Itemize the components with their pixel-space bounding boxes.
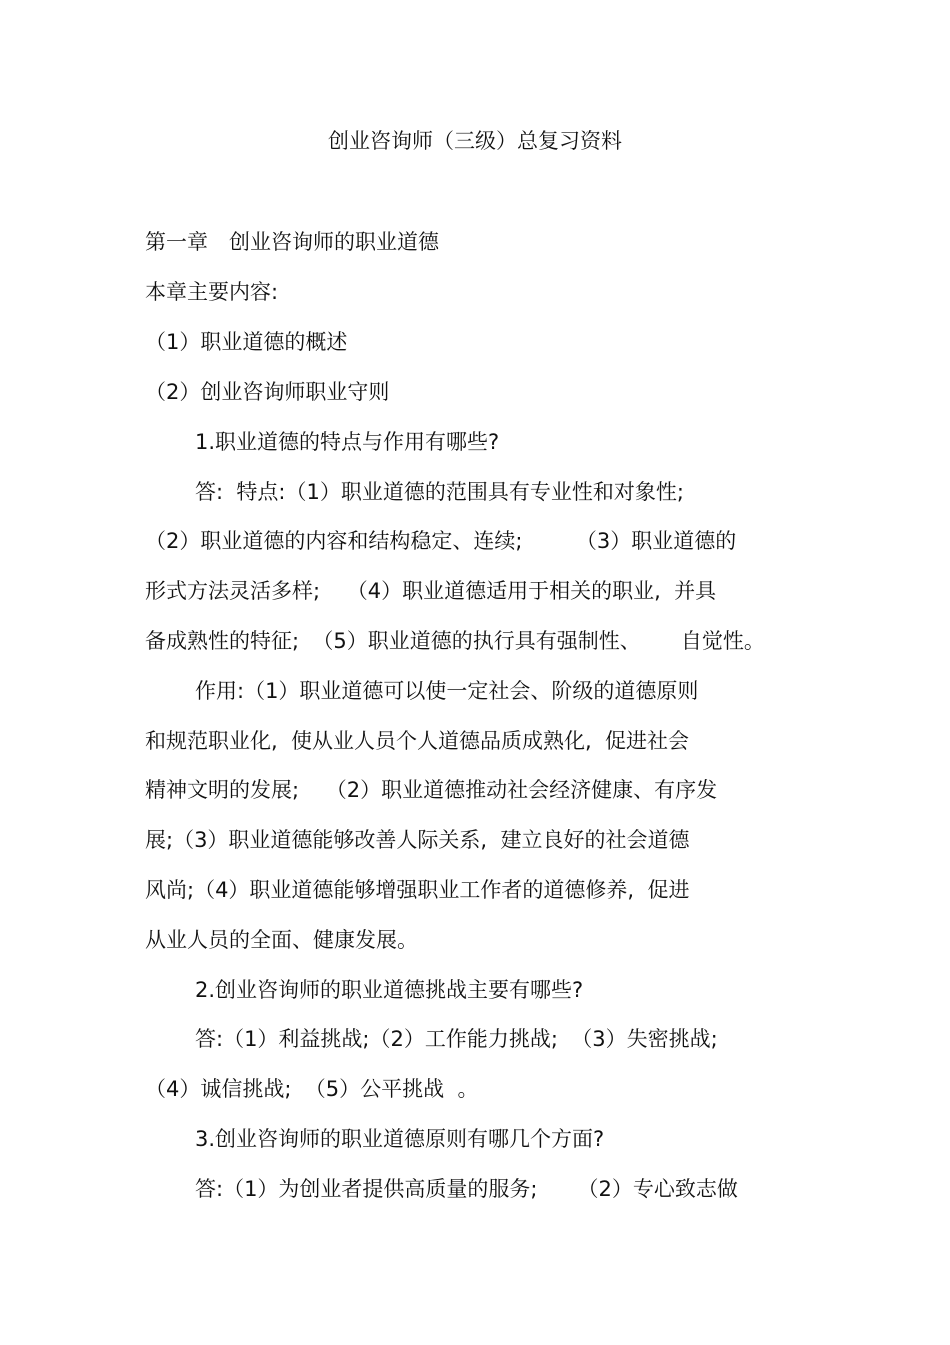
document-title: 创业咨询师（三级）总复习资料 xyxy=(328,129,622,153)
answer-1-line-4: 备成熟性的特征; （5）职业道德的执行具有强制性、 自觉性。 xyxy=(145,629,765,653)
contents-item-2: （2）创业咨询师职业守则 xyxy=(145,380,390,404)
answer-1-line-9: 风尚;（4）职业道德能够增强职业工作者的道德修养, 促进 xyxy=(145,878,690,902)
question-2: 2.创业咨询师的职业道德挑战主要有哪些? xyxy=(195,978,584,1002)
answer-1-line-10: 从业人员的全面、健康发展。 xyxy=(145,928,418,952)
answer-2-line-1: 答:（1）利益挑战;（2）工作能力挑战; （3）失密挑战; xyxy=(195,1027,718,1051)
question-1: 1.职业道德的特点与作用有哪些? xyxy=(195,430,500,454)
chapter-heading: 第一章 创业咨询师的职业道德 xyxy=(145,230,439,254)
answer-1-line-8: 展;（3）职业道德能够改善人际关系, 建立良好的社会道德 xyxy=(145,828,690,852)
chapter-contents-label: 本章主要内容: xyxy=(145,280,279,304)
answer-2-line-2: （4）诚信挑战; （5）公平挑战 。 xyxy=(145,1077,479,1101)
answer-1-line-3: 形式方法灵活多样; （4）职业道德适用于相关的职业, 并具 xyxy=(145,579,717,603)
answer-3-line-1: 答:（1）为创业者提供高质量的服务; （2）专心致志做 xyxy=(195,1177,738,1201)
answer-1-line-2: （2）职业道德的内容和结构稳定、连续; （3）职业道德的 xyxy=(145,529,737,553)
answer-1-line-5: 作用:（1）职业道德可以使一定社会、阶级的道德原则 xyxy=(195,679,699,703)
contents-item-1: （1）职业道德的概述 xyxy=(145,330,348,354)
answer-1-line-1: 答: 特点:（1）职业道德的范围具有专业性和对象性; xyxy=(195,480,684,504)
answer-1-line-6: 和规范职业化, 使从业人员个人道德品质成熟化, 促进社会 xyxy=(145,729,690,753)
question-3: 3.创业咨询师的职业道德原则有哪几个方面? xyxy=(195,1127,605,1151)
answer-1-line-7: 精神文明的发展; （2）职业道德推动社会经济健康、有序发 xyxy=(145,778,718,802)
